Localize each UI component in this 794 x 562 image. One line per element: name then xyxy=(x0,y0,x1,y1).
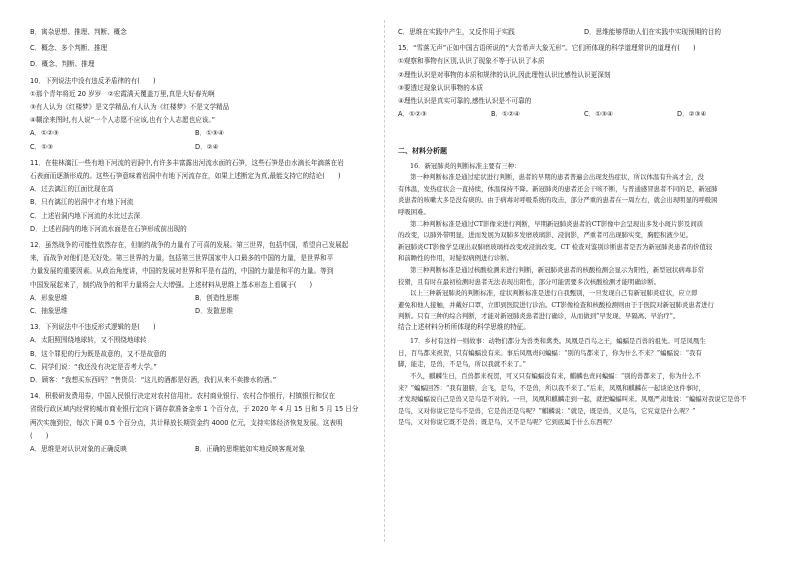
option-b: B．①③④ xyxy=(195,129,224,138)
left-column xyxy=(30,28,360,454)
question-16 xyxy=(398,161,770,323)
question-16-text: 16．新冠肺炎的判断标准主要有三种： xyxy=(410,161,521,170)
option-c: C．同学们说：“我还没有决定是否考大学。” xyxy=(30,362,157,371)
option-a: A．①②③ xyxy=(30,129,59,138)
question-12-text: 力量发展的重要因素。从政治角度讲，中国的发展对世界和平是有益的，中国的力量是和平的力量。等到 xyxy=(30,267,334,276)
question-17-text: 17．乡村有这样一则故事：动物们都分为兽类和禽类。凤凰是百鸟之王，蝙蝠是百兽的祖先。可是凤凰生 xyxy=(410,337,706,346)
question-12-text: 中国发展起来了，制约战争的和平力量将会大大增强。上述材料从思维上基本形态上看属于( ) xyxy=(30,280,313,289)
option-a: A．思维是对认识对象的正确反映 xyxy=(30,445,127,454)
question-11-text: 11．在桂林漓江一些有地下河流的岩洞中,有许多丰富露出河流水面的石笋，这些石笋是由水滴长年滴落在岩 xyxy=(30,158,344,167)
question-16-text: 狡猾，且有时在最初检测时患者无法表现出阳性，部分可能需要多次核酸检测才能明确诊断。 xyxy=(398,277,661,286)
option-c: C．①③ xyxy=(30,142,54,151)
question-16-text: 避免和他人接触，并戴好口罩，立即到医院进行诊治。CT影像检查和核酸检测则由于于医院对新冠肺炎患者进行 xyxy=(398,300,714,309)
question-15-statement: ④理性认识是真实可靠的,感性认识是不可靠的 xyxy=(398,97,532,106)
option-c: C．思维在实践中产生，又反作用于实践 xyxy=(398,28,515,36)
question-16-text: 第三种判断标准是通过核酸检测来进行判断，新冠肺炎患者的核酸检测会显示为阳性，新型冠状病毒非常 xyxy=(410,265,704,274)
option-d: D．思维能够帮助人们在实践中实现预期的目的 xyxy=(584,28,721,36)
question-16-text: 第一种判断标准是通过症状进行判断，患者的早期的患者普遍会出现发热症状，所以体温有升高才会，没 xyxy=(410,173,704,182)
option-a: A．太阳照围绕地球转，又不围绕地球转 xyxy=(30,336,147,345)
question-17-text: 不久，麒麟生日，百兽都来祝贺，可又只有蝙蝠没有来，麒麟也责问蝙蝠：“别的兽都来了，你为什么不 xyxy=(410,371,701,380)
question-10-statement: ③有人认为《红楼梦》是文学精品,有人认为《红楼梦》不是文学精品 xyxy=(30,103,230,112)
option-c: C．概念、多个判断、推理 xyxy=(30,44,108,53)
question-15-statement: ②理性认识是对事物的本质和规律的认识,因此理性认识比感性认识更深刻 xyxy=(398,70,611,79)
option-d: D．概念、判断、推理 xyxy=(30,60,95,69)
question-16-text: 有体温，发热症状会一直持续，体温保持不降。新冠肺炎的患者还会干咳不断，与普通感冒患者不同的是，新冠肺 xyxy=(398,184,718,193)
question-12-text: 12．虽然战争的可能性依然存在，但制约战争的力量有了可喜的发展。第三世界，包括中国，希望自己发展起 xyxy=(30,241,349,250)
question-16-text: 新冠肺炎CT影像学呈现出双肺磨玻璃样改变或浸润改变。CT 检查对鉴别诊断患者是否为新冠肺炎患者的价值较 xyxy=(398,242,713,251)
question-15-options-row xyxy=(398,110,770,119)
option-d: D．②④ xyxy=(195,142,219,151)
option-a: A．①②③ xyxy=(398,110,427,119)
question-16-text: 判断。只有三种的综合判断，才能对新冠肺炎患者进行确诊，从而做到“早发现、早隔离、早治疗”。 xyxy=(398,312,680,321)
question-17-text: 日，百鸟都来祝贺，只有蝙蝠没有来。事后凤凰责问蝙蝠：“别的鸟都来了，你为什么不来？”蝙蝠说：“我有 xyxy=(398,348,702,357)
question-10-statement: ④糊涂来图时,有人说“一个人志愿不应该,也有个人志愿也应该。” xyxy=(30,116,216,125)
question-16-text: 的改变，以肺外带明显，进而发展为双肺多发磨玻璃影、浸润影，严重者可出现肺实变，胸腔积液少见。 xyxy=(398,231,692,240)
question-14-text: 14．积极研发费用券，中国人民银行决定对农村信用社、农村商业银行、农村合作银行，村镇银行和仅在 xyxy=(30,392,336,401)
option-a: A．形象思维 xyxy=(30,293,68,302)
question-16-prompt: 结合上述材料分析所体现的科学思维的特征。 xyxy=(398,322,530,331)
question-17-text: 是鸟，又对你说它是鸟不是兽，它是兽还是鸟呢？”麒麟说：“就是，既是兽，又是鸟，它究竟是什么呢？” xyxy=(398,406,696,415)
question-14-text: 两次实施到位，每次下调 0.5 个百分点，共计释放长期资金约 4000 亿元，支持实体经济恢复发展。这表明 xyxy=(30,418,343,427)
question-17-text: 脚，能走，是兽，不是鸟，所以我就不来了。” xyxy=(398,360,526,369)
option-b: B．只有漓江的岩洞中才有地下河流 xyxy=(30,198,134,207)
question-17 xyxy=(398,336,770,429)
question-17-text: 是鸟，又对你说它既不是兽；既是鸟，又不是鸟呢？它到底属于什么东西呢？ xyxy=(398,418,616,427)
option-a: A．过去漓江的江面比现在高 xyxy=(30,185,114,194)
option-b: B．①②④ xyxy=(491,110,520,119)
question-16-text: 呼吸困难。 xyxy=(398,208,430,216)
question-16-text: 炎患者的咳嗽大多是没有痰的。由于病毒对呼吸系统的攻击，部分严重的患者在一周左右，就会出现明显的呼吸困 xyxy=(398,196,718,205)
question-10-stem: 10．下列说法中没有违反矛盾律的有( ) xyxy=(30,76,156,85)
option-d: D．上述岩洞内的地下河流水面是在石笋形成前出现的 xyxy=(30,224,187,233)
question-11-text: 石表面而逐渐形成的。这些石笋意味着岩洞中有地下河流存在，如果上述断定为真,最能支持它的结论( ) xyxy=(30,172,341,181)
option-d: D．②③④ xyxy=(677,110,707,119)
right-column xyxy=(398,28,770,429)
option-b: B．正确的思维能如实地反映客观对象 xyxy=(195,445,306,454)
question-10-options-row xyxy=(30,143,360,152)
question-14-text: ( ) xyxy=(30,431,49,440)
question-14-text: 省级行政区域内经营的城市商业银行定向下调存款准备金率 1 个百分点，于 2020 年 4 月 15 日和 5 月 15 日分 xyxy=(30,405,359,414)
option-b: B．寓杂思想、推理、判断、概念 xyxy=(30,28,127,36)
section-title: 二、材料分析题 xyxy=(398,147,447,156)
question-14-options-row xyxy=(30,445,360,454)
question-17-text: 才发现蝙蝠说自己是兽又是鸟是不对的。一旦，凤凰和麒麟走到一起，就把蝙蝠叫来。凤凰严肃地说：“蝙蝠对我说它是兽不 xyxy=(398,395,747,404)
option-b: B．这个罪犯的行为既是故意的，又不是故意的 xyxy=(30,349,167,358)
question-17-text: 来？”蝙蝠回答：“我有翅膀，会飞，是鸟，不是兽，所以我不来了。”后来，凤凰和麒麟在一起谈论这件事时， xyxy=(398,383,705,392)
column-divider xyxy=(384,20,385,542)
question-12-options-row xyxy=(30,294,360,303)
question-10-statement: ①那个青年将近 20 岁岁 ②宏霞满天覆盖万里,真是大好春光啊 xyxy=(30,89,215,98)
question-13-stem: 13．下列说法中不违反形式逻辑的是( ) xyxy=(30,323,156,332)
question-16-text: 第二种判断标准是通过CT影像来进行判断，早期新冠肺炎患者的CT影像中会呈现出多发小斑片影及间质 xyxy=(410,219,704,228)
option-c: C．①③④ xyxy=(584,110,613,119)
option-d: D．发散思维 xyxy=(195,307,234,316)
question-15-stem: 15．“雪落无声”正如中国古语所说的“大音希声大象无形”。它们所体现的科学道理常识的道理有( ) xyxy=(398,44,696,53)
option-d: D．顾客：“我想买东西吗？”售货员：“这儿的酒都是好酒，我们从来不卖掺水的酒。” xyxy=(30,376,277,385)
question-16-text: 以上三种新冠肺炎的判断标准，症状判断标准是进行自我甄别，一旦发现自己有新冠肺炎症状，应立即 xyxy=(410,289,698,298)
option-c: C．抽象思维 xyxy=(30,307,68,316)
option-b: B．创造性思维 xyxy=(195,293,240,302)
question-15-statement: ①观察和事物有区别,认识了现象不等于认识了本质 xyxy=(398,57,545,66)
question-15-statement: ③要透过现象认识事物的本质 xyxy=(398,83,484,92)
previous-question-options-row xyxy=(398,28,770,37)
question-12-options-row xyxy=(30,307,360,316)
option-c: C．上述岩洞内地下河流的水比过去深 xyxy=(30,211,141,220)
question-12-text: 来，而战争对他们是无好处。第三世界的力量，包括第三世界国家中人口最多的中国的力量，是世界和平 xyxy=(30,254,334,263)
question-16-text: 和前瞻性的作用，对疑似病例进行诊断。 xyxy=(398,254,514,263)
question-10-options-row xyxy=(30,129,360,138)
